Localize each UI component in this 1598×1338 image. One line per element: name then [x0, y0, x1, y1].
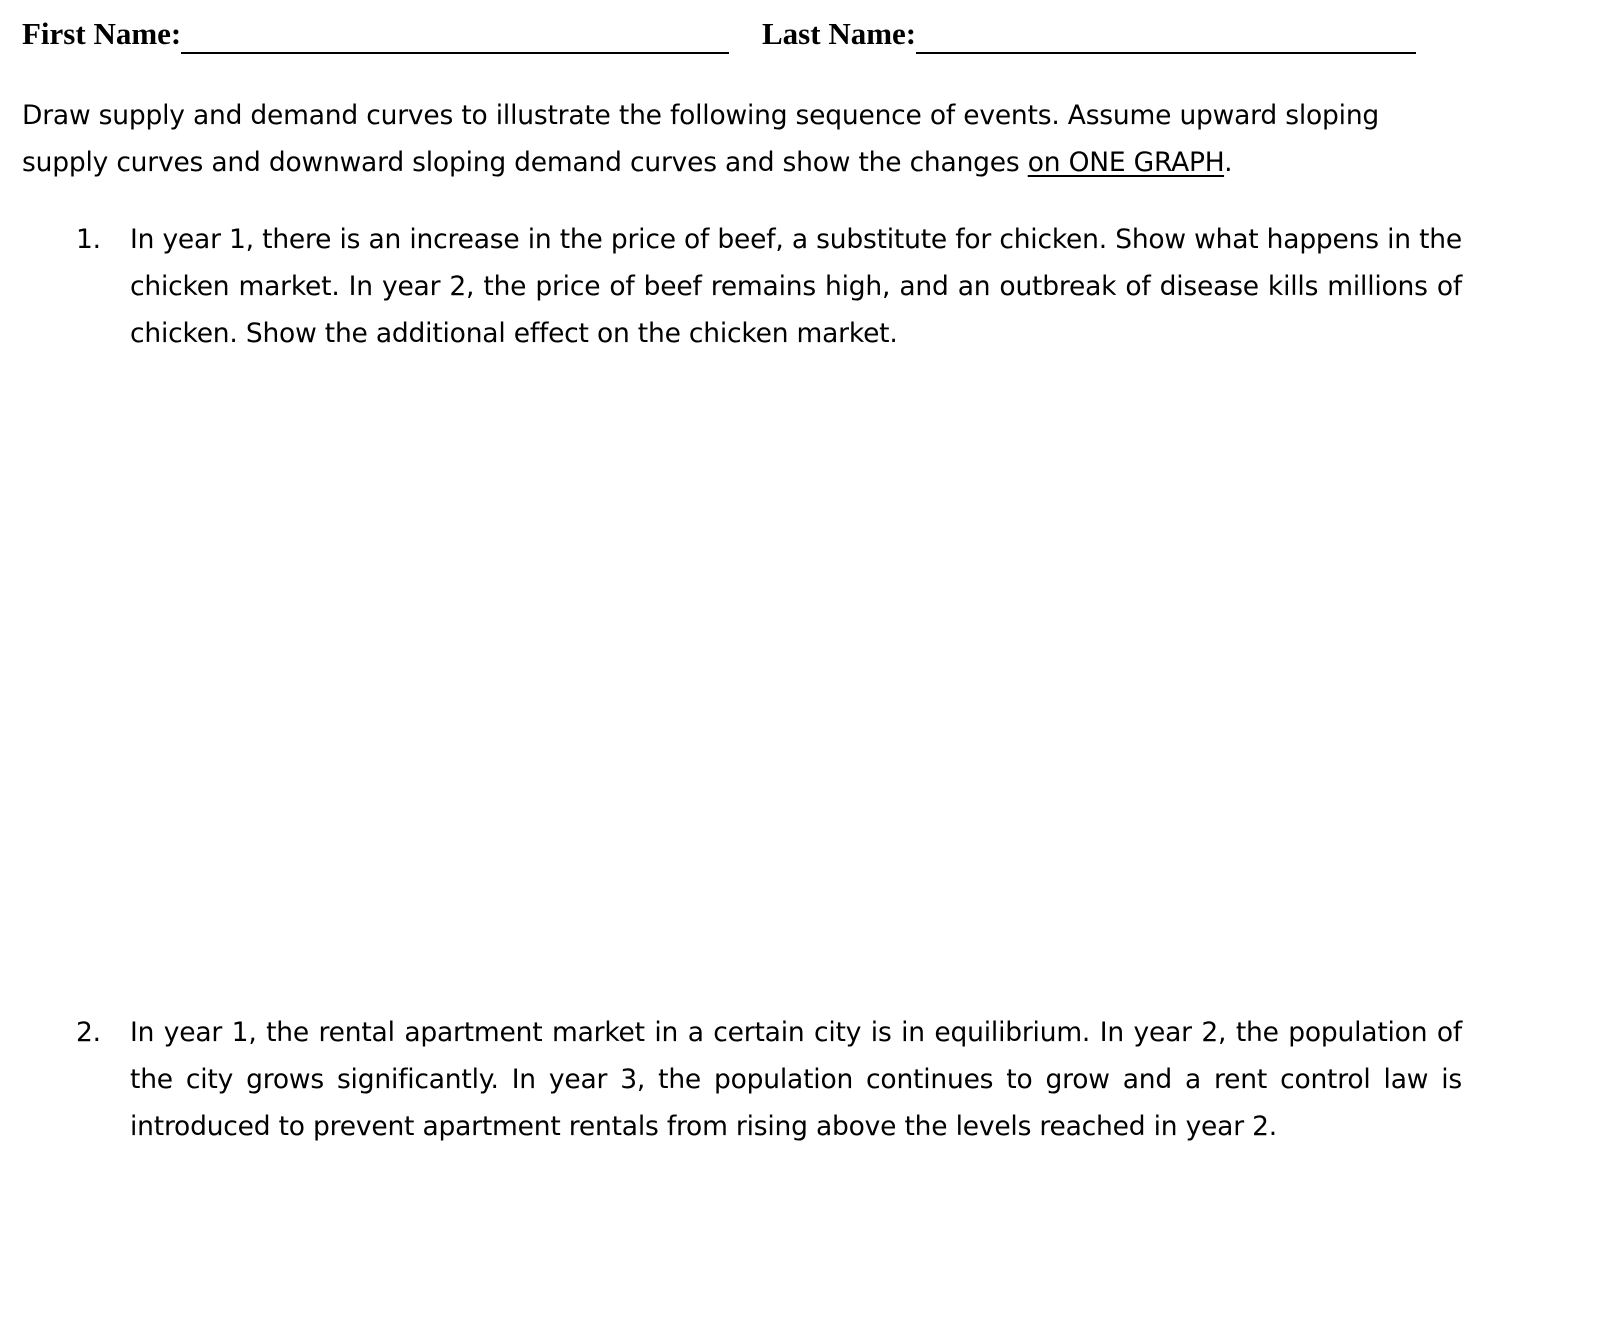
instructions-emphasis: on ONE GRAPH	[1027, 147, 1225, 178]
instructions-paragraph	[22, 92, 1462, 186]
last-name-field	[762, 14, 1416, 54]
last-name-label: Last Name:	[762, 16, 917, 51]
last-name-blank-line	[916, 18, 1416, 54]
first-name-label: First Name:	[22, 16, 182, 51]
question-1-text: In year 1, there is an increase in the price of beef, a substitute for chicken. Show what happens in the chicken market. In year 2, the price of beef remains high, and an outbreak of disease kills millions of chicken. Show the additional effect on the chicken market.	[130, 224, 1462, 349]
question-1	[22, 216, 1462, 357]
question-1-number: 1.	[76, 224, 101, 255]
first-name-blank-line	[181, 18, 729, 54]
instructions-end: .	[1224, 147, 1233, 178]
question-2	[22, 1009, 1462, 1150]
first-name-field	[22, 14, 729, 54]
question-2-text: In year 1, the rental apartment market in a certain city is in equilibrium. In year 2, the population of the city grows significantly. In year 3, the population continues to grow and a rent control law is introduced to prevent apartment rentals from rising above the levels reached in year 2.	[130, 1017, 1462, 1142]
question-2-number: 2.	[76, 1017, 101, 1048]
instructions-text: Draw supply and demand curves to illustrate the following sequence of events. Assume upward sloping supply curves and downward sloping demand curves and show the changes	[22, 100, 1380, 178]
